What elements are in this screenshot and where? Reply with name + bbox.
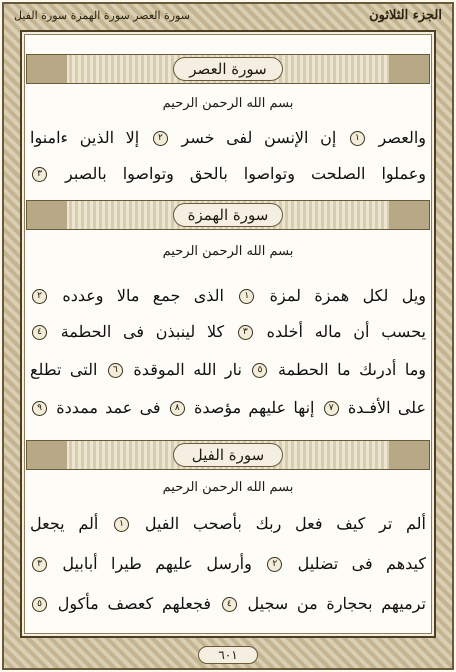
ayah-text: فجعلهم كعصف مأكول bbox=[57, 594, 211, 613]
ayah-line bbox=[30, 356, 426, 384]
ayah-line bbox=[30, 510, 426, 538]
ayah-text: إن الإنسن لفى خسر bbox=[181, 128, 337, 147]
ayah-text: ألم يجعل bbox=[30, 514, 99, 533]
ayah-number-marker: ٣ bbox=[238, 325, 253, 340]
ayah-text: على الأفـدة bbox=[347, 398, 426, 417]
ayah-number-marker: ٦ bbox=[108, 363, 123, 378]
ayah-number-marker: ٢ bbox=[32, 289, 47, 304]
page-number: ٦٠١ bbox=[198, 646, 258, 664]
ayah-number-marker: ١ bbox=[350, 131, 365, 146]
ayah-line bbox=[30, 394, 426, 422]
ayah-line bbox=[30, 282, 426, 310]
ayah-number-marker: ٤ bbox=[222, 597, 237, 612]
ayah-text: كلا لينبذن فى الحطمة bbox=[60, 322, 225, 341]
surah-title: سورة الفيل bbox=[173, 443, 283, 467]
ayah-text: نار الله الموقدة bbox=[133, 360, 242, 379]
ayah-line bbox=[30, 124, 426, 152]
surah-names: سورة العصر سورة الهمزة سورة الفيل bbox=[14, 8, 191, 22]
ayah-text: إلا الذين ءامنوا bbox=[30, 128, 140, 147]
page-header bbox=[8, 4, 448, 26]
basmala: بسم الله الرحمن الرحيم bbox=[162, 96, 294, 111]
ayah-line bbox=[30, 318, 426, 346]
ayah-text: الذى جمع مالا وعدده bbox=[62, 286, 224, 305]
ayah-number-marker: ٣ bbox=[32, 167, 47, 182]
ayah-text: وما أدرىك ما الحطمة bbox=[278, 360, 426, 379]
ayah-text: ويل لكل همزة لمزة bbox=[269, 286, 426, 305]
surah-banner-humaza bbox=[26, 200, 430, 230]
ayah-text: وعملوا الصلحت وتواصوا بالحق وتواصوا بالصبر bbox=[65, 164, 426, 183]
ayah-number-marker: ٤ bbox=[32, 325, 47, 340]
ayah-number-marker: ٢ bbox=[267, 557, 282, 572]
ayah-number-marker: ٥ bbox=[32, 597, 47, 612]
surah-banner-fil bbox=[26, 440, 430, 470]
ayah-number-marker: ٨ bbox=[170, 401, 185, 416]
surah-banner-asr bbox=[26, 54, 430, 84]
ayah-number-marker: ٣ bbox=[32, 557, 47, 572]
ayah-text: ترميهم بحجارة من سجيل bbox=[247, 594, 426, 613]
ayah-text: فى عمد ممددة bbox=[56, 398, 161, 417]
basmala: بسم الله الرحمن الرحيم bbox=[162, 480, 294, 495]
juz-label: الجزء الثلاثون bbox=[369, 7, 442, 23]
ayah-text: وأرسل عليهم طيرا أبابيل bbox=[62, 554, 252, 573]
ayah-number-marker: ٥ bbox=[252, 363, 267, 378]
ayah-number-marker: ٢ bbox=[153, 131, 168, 146]
ayah-line bbox=[30, 590, 426, 618]
ayah-number-marker: ٧ bbox=[324, 401, 339, 416]
basmala: بسم الله الرحمن الرحيم bbox=[162, 244, 294, 259]
ayah-line bbox=[30, 550, 426, 578]
surah-title: سورة الهمزة bbox=[173, 203, 284, 227]
ayah-number-marker: ١ bbox=[114, 517, 129, 532]
ayah-line bbox=[30, 160, 426, 188]
ayah-text: والعصر bbox=[378, 128, 426, 147]
surah-title: سورة العصر bbox=[173, 57, 283, 81]
ayah-number-marker: ١ bbox=[239, 289, 254, 304]
ayah-text: يحسب أن ماله أخلده bbox=[266, 322, 426, 341]
ayah-number-marker: ٩ bbox=[32, 401, 47, 416]
ayah-text: إنها عليهم مؤصدة bbox=[194, 398, 315, 417]
ayah-text: كيدهم فى تضليل bbox=[297, 554, 426, 573]
ayah-text: ألم تر كيف فعل ربك بأصحب الفيل bbox=[144, 514, 426, 533]
ayah-text: التى تطلع bbox=[30, 360, 98, 379]
